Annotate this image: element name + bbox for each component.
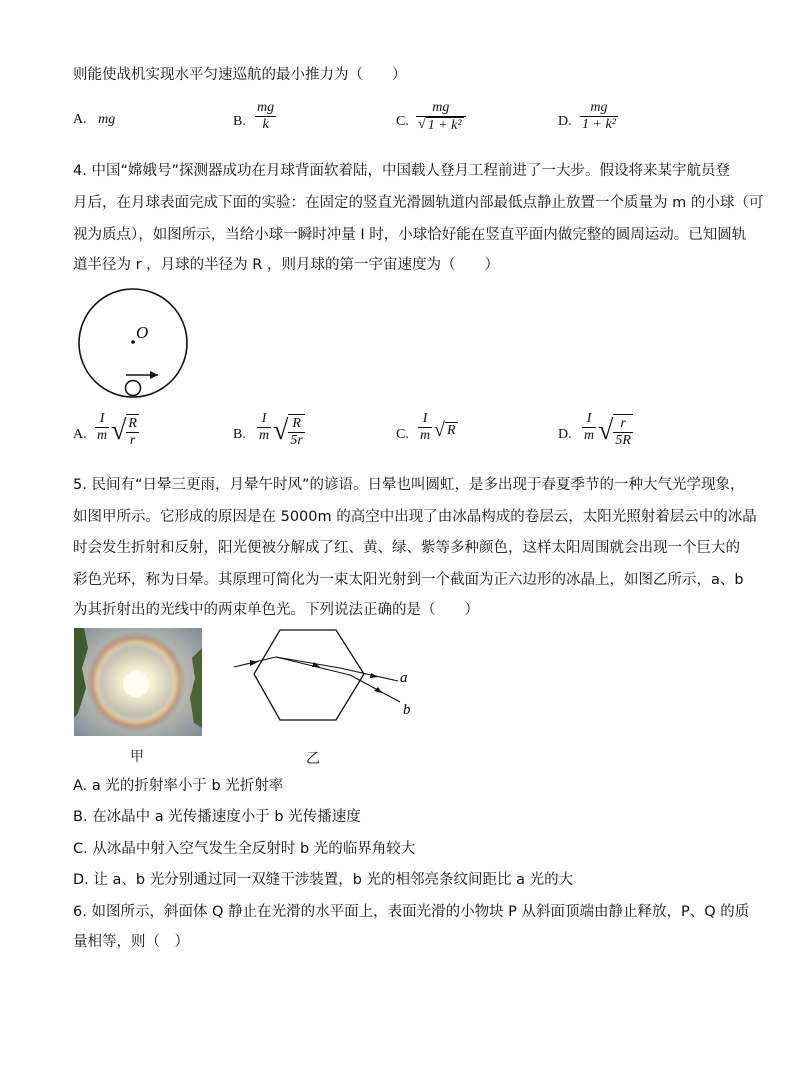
center-point [131, 340, 135, 344]
q4-line-3: 视为质点），如图所示，当给小球一瞬时冲量 I 时，小球恰好能在竖直平面内做完整的圆周运动。已知圆轨 [73, 227, 747, 243]
q3-option-c[interactable]: C. mg √ 1 + k² [396, 100, 486, 146]
ray-a-label: a [400, 670, 408, 686]
q5-choice-c[interactable]: C. 从冰晶中射入空气发生全反射时 b 光的临界角较大 [73, 841, 416, 857]
q6-line-1: 6. 如图所示，斜面体 Q 静止在光滑的水平面上，表面光滑的小物块 P 从斜面顶端由静止释放，P、Q 的质 [73, 904, 750, 920]
q5-choice-a[interactable]: A. a 光的折射率小于 b 光折射率 [73, 778, 284, 794]
q4-option-a[interactable]: A. I m √ $\frac{R}{r}$ [73, 411, 137, 448]
q4-line-4: 道半径为 r ，月球的半径为 R ，则月球的第一宇宙速度为（ ） [73, 257, 499, 273]
q3-option-b-fraction: mg k [257, 100, 275, 132]
q3-stem: 则能使战机实现水平匀速巡航的最小推力为（ ） [73, 67, 407, 83]
q6-line-2: 量相等，则（ ） [73, 934, 189, 950]
q4-line-1: 4. 中国“嫦娥号”探测器成功在月球背面软着陆，中国载人登月工程前进了一大步。假设将来某宇航员登 [73, 163, 730, 179]
q5-line-3: 时会发生折射和反射，阳光便被分解成了红、黄、绿、紫等多种颜色，这样太阳周围就会出现一个巨大的 [73, 540, 740, 556]
sun [123, 671, 149, 697]
ray-b-label: b [403, 702, 411, 718]
circular-track-figure [74, 288, 196, 402]
q3-option-b[interactable]: B. mg k [233, 100, 275, 132]
q4-option-d[interactable]: D. I m √ $\frac{r}{5R}$ [558, 411, 631, 448]
incident-ray [234, 657, 340, 668]
q3-option-d-fraction: mg 1 + k² [582, 100, 616, 132]
impulse-arrow-head [150, 371, 158, 379]
q3-option-d[interactable]: D. mg 1 + k² [558, 100, 616, 132]
q5-line-5: 为其折射出的光线中的两束单色光。下列说法正确的是（ ） [73, 602, 479, 618]
hexagon-refraction-diagram [228, 628, 428, 728]
sun-halo-photo [74, 628, 202, 736]
small-ball [126, 381, 141, 396]
caption-yi: 乙 [306, 751, 320, 767]
q5-choice-b[interactable]: B. 在冰晶中 a 光传播速度小于 b 光传播速度 [73, 809, 361, 825]
q5-line-4: 彩色光环，称为日晕。其原理可简化为一束太阳光射到一个截面为正六边形的冰晶上，如图乙所示，a、b [73, 572, 744, 588]
ray-b [350, 675, 400, 702]
q3-option-a[interactable]: A. mg [73, 112, 116, 127]
q4-option-c[interactable]: C. I m √ R [396, 411, 456, 443]
q5-line-1: 5. 民间有“日晕三更雨，月晕午时风”的谚语。日晕也叫圆虹，是多出现于春夏季节的一种大气光学现象， [73, 477, 745, 493]
q5-choice-d[interactable]: D. 让 a、b 光分别通过同一双缝干涉装置，b 光的相邻亮条纹间距比 a 光的大 [73, 872, 574, 888]
q4-option-b[interactable]: B. I m √ $\frac{R}{5r}$ [233, 411, 303, 448]
q3-option-c-fraction: mg √ 1 + k² [416, 100, 466, 134]
q5-line-2: 如图甲所示。它形成的原因是在 5000m 的高空中出现了由冰晶构成的卷层云，太阳光照射着层云中的冰晶 [73, 509, 757, 525]
q3-option-a-value: mg [98, 112, 116, 127]
center-label-o: O [136, 323, 149, 342]
q4-line-2: 月后，在月球表面完成下面的实验：在固定的竖直光滑圆轨道内部最低点静止放置一个质量为 m 的小球（可 [73, 195, 764, 211]
caption-jia: 甲 [130, 749, 144, 765]
ice-crystal-hexagon [254, 630, 364, 720]
